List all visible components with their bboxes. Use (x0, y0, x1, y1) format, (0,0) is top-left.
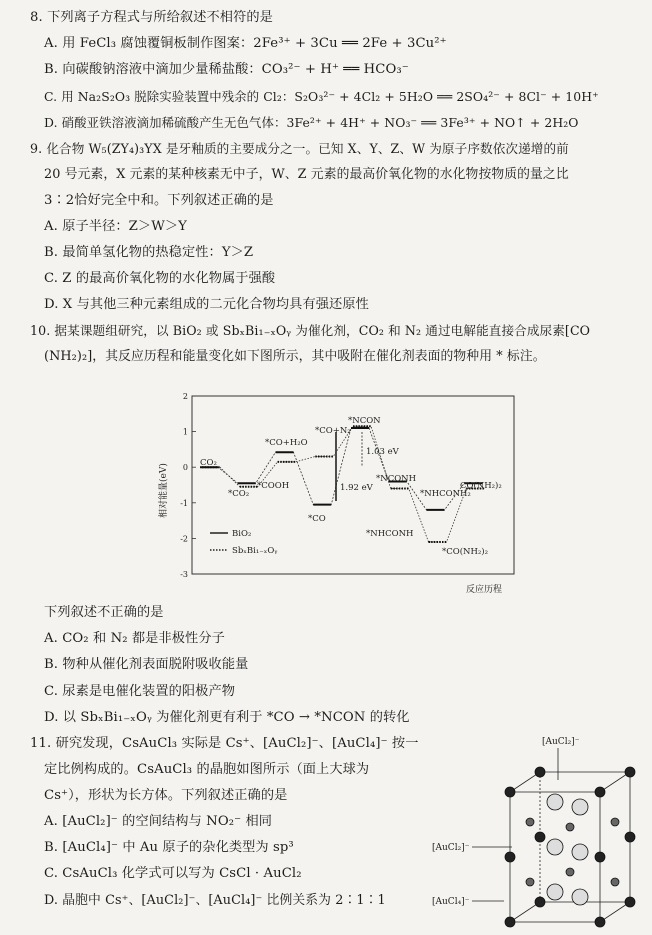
q9-option-b: B. 最简单氢化物的热稳定性：Y＞Z (44, 245, 254, 260)
atom (566, 868, 574, 876)
atom (505, 787, 515, 797)
atom (526, 878, 534, 886)
legend-bio2: BiO₂ (232, 529, 252, 539)
q11-stem-line2: 定比例构成的。CsAuCl₃ 的晶胞如图所示（面上大球为 (44, 762, 370, 777)
q8-option-a: A. 用 FeCl₃ 腐蚀覆铜板制作图案：2Fe³⁺ + 3Cu ══ 2Fe + 3Cu²⁺ (44, 36, 447, 51)
atom (572, 799, 588, 815)
atom (566, 823, 574, 831)
y-tick-label: 1 (182, 427, 188, 437)
cell-atoms (505, 767, 635, 927)
label-star-co: *CO (308, 514, 326, 524)
q10-option-a: A. CO₂ 和 N₂ 都是非极性分子 (44, 631, 225, 646)
q8-stem: 8. 下列离子方程式与所给叙述不相符的是 (30, 10, 273, 25)
label-star-co2: *CO₂ (228, 489, 250, 499)
atom (611, 818, 619, 826)
y-axis (180, 392, 196, 579)
label-nhconh: *NHCONH (366, 529, 414, 539)
atom (595, 852, 605, 862)
unit-cell-box (510, 772, 630, 922)
q11-stem-line1: 11. 研究发现，CsAuCl₃ 实际是 Cs⁺、[AuCl₂]⁻、[AuCl₄]⁻ 按一 (30, 736, 419, 751)
q10-stem-line2: (NH₂)₂]，其反应历程和能量变化如下图所示，其中吸附在催化剂表面的物种用 * 标注。 (44, 349, 546, 364)
atom (547, 794, 563, 810)
atom (535, 832, 545, 842)
q8-option-c: C. 用 Na₂S₂O₃ 脱除实验装置中残余的 Cl₂：S₂O₃²⁻ + 4Cl₂ + 5H₂O ══ 2SO₄²⁻ + 8Cl⁻ + 10H⁺ (44, 89, 599, 104)
energy-profile-chart (150, 388, 530, 598)
q11-option-c: C. CsAuCl₃ 化学式可以写为 CsCl · AuCl₂ (44, 866, 302, 881)
q11-stem-line3: Cs⁺），形状为长方体。下列叙述正确的是 (44, 788, 288, 803)
q10-question: 下列叙述不正确的是 (44, 605, 164, 620)
label-star-cooh: *COOH (257, 481, 290, 491)
y-tick-label: -2 (180, 534, 188, 544)
crystal-cell-figure (430, 732, 645, 932)
q9-stem-line2: 20 号元素，X 元素的某种核素无中子，W、Z 元素的最高价氧化物的水化物按物质的量之比 (44, 167, 569, 182)
q8-option-b: B. 向碳酸钠溶液中滴加少量稀盐酸：CO₃²⁻ + H⁺ ══ HCO₃⁻ (44, 62, 409, 77)
y-tick-label: -1 (180, 498, 188, 508)
q9-option-a: A. 原子半径：Z＞W＞Y (44, 219, 187, 234)
atom (535, 767, 545, 777)
atom (625, 897, 635, 907)
q9-option-d: D. X 与其他三种元素组成的二元化合物均具有强还原性 (44, 297, 369, 312)
q10-option-b: B. 物种从催化剂表面脱附吸收能量 (44, 657, 249, 672)
label-nconh: *NCONH (376, 474, 417, 484)
q11-option-d: D. 晶胞中 Cs⁺、[AuCl₂]⁻、[AuCl₄]⁻ 比例关系为 2∶1∶1 (44, 893, 386, 908)
atom (595, 787, 605, 797)
atom (595, 917, 605, 927)
label-urea: CO(NH₂)₂ (460, 481, 502, 491)
label-co2: CO₂ (200, 458, 217, 468)
atom (526, 818, 534, 826)
atom (611, 878, 619, 886)
q9-stem-line1: 9. 化合物 W₅(ZY₄)₃YX 是牙釉质的主要成分之一。已知 X、Y、Z、W 为原子序数依次递增的前 (30, 141, 569, 156)
fig-label-top: [AuCl₂]⁻ (542, 737, 580, 747)
y-axis-label: 相对能量(eV) (159, 463, 169, 518)
q8-option-d: D. 硝酸亚铁溶液滴加稀硫酸产生无色气体：3Fe²⁺ + 4H⁺ + NO₃⁻ ══ 3Fe³⁺ + NO↑ + 2H₂O (44, 115, 579, 130)
x-axis-label: 反应历程 (466, 585, 503, 595)
fig-label-mid: [AuCl₂]⁻ (432, 843, 470, 853)
atom (572, 844, 588, 860)
atom (625, 767, 635, 777)
atom (572, 889, 588, 905)
q11-option-b: B. [AuCl₄]⁻ 中 Au 原子的杂化类型为 sp³ (44, 840, 294, 855)
q10-option-c: C. 尿素是电催化装置的阳极产物 (44, 684, 236, 699)
label-star-urea: *CO(NH₂)₂ (442, 547, 489, 557)
y-tick-label: -3 (180, 570, 188, 579)
atom (547, 884, 563, 900)
q10-option-d: D. 以 SbₓBi₁₋ₓOᵧ 为催化剂更有利于 *CO → *NCON 的转化 (44, 710, 410, 725)
y-tick-label: 0 (182, 463, 188, 473)
atom (547, 839, 563, 855)
q10-stem-line1: 10. 据某课题组研究，以 BiO₂ 或 SbₓBi₁₋ₓOᵧ 为催化剂，CO₂ 和 N₂ 通过电解能直接合成尿素[CO (30, 323, 591, 338)
q9-option-c: C. Z 的最高价氧化物的水化物属于强酸 (44, 271, 276, 286)
atom (505, 917, 515, 927)
atom (625, 832, 635, 842)
label-1-03ev: 1.03 eV (366, 447, 399, 457)
label-nhconh2: *NHCONH₂ (420, 489, 471, 499)
label-co-h2o: *CO+H₂O (265, 438, 308, 448)
label-co-n2: *CO+N₂ (315, 426, 351, 436)
atom (535, 897, 545, 907)
q9-stem-line3: 3∶2恰好完全中和。下列叙述正确的是 (44, 193, 274, 208)
y-tick-label: 2 (182, 392, 188, 401)
q11-option-a: A. [AuCl₂]⁻ 的空间结构与 NO₂⁻ 相同 (44, 814, 273, 829)
label-ncon: *NCON (348, 416, 381, 426)
fig-label-bot: [AuCl₄]⁻ (432, 897, 470, 907)
atom (505, 852, 515, 862)
legend-sbbio: SbₓBi₁₋ₓOᵧ (232, 546, 278, 556)
label-1-92ev: 1.92 eV (340, 483, 373, 493)
